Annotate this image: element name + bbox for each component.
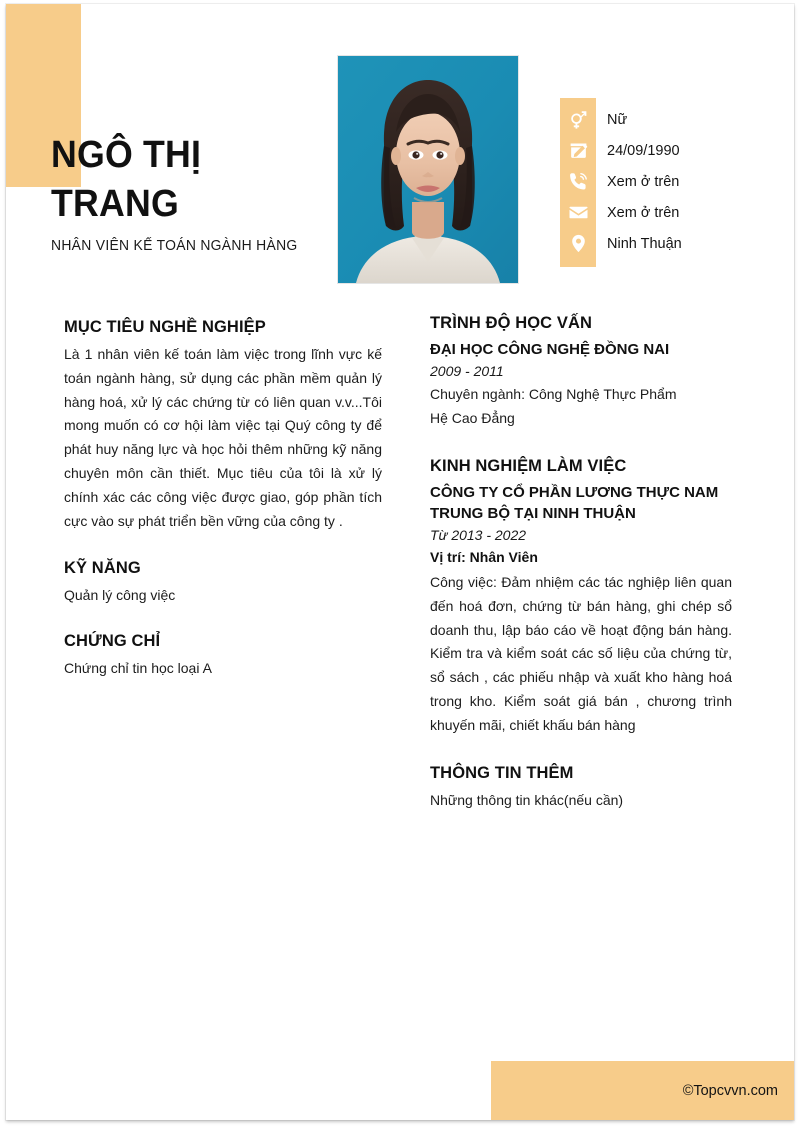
contact-block [560, 98, 682, 267]
objective-body: Là 1 nhân viên kế toán làm việc trong lĩnh vực kế toán ngành hàng, sử dụng các phần mềm quản lý hàng hoá, xử lý các chứng từ có liên quan v.v...Tôi mong muốn có cơ hội làm việc tại Quý công ty để phát huy năng lực và học hỏi thêm những kỹ năng chuyên môn cần thiết. Mục tiêu của tôi là xử lý chính xác các công việc được giao, góp phần tích cực vào sự phát triển bền vững của công ty . [64, 346, 382, 529]
left-column [64, 316, 382, 679]
education-major: Chuyên ngành: Công Nghệ Thực Phẩm [430, 386, 677, 402]
section-heading-education: TRÌNH ĐỘ HỌC VẤN [430, 314, 593, 332]
section-heading-experience: KINH NGHIỆM LÀM VIỆC [430, 457, 627, 475]
additional-body: Những thông tin khác(nếu cần) [430, 791, 624, 808]
contact-values [596, 98, 682, 267]
experience-description: Công việc: Đảm nhiệm các tác nghiệp liên quan đến hoá đơn, chứng từ bán hàng, ghi chép sổ doanh thu, lập báo cáo về hoạt động bán hàng. Kiểm tra và kiểm soát các số liệu của chứng từ, sổ sách , các phiếu nhập và xuất kho hàng hoá trong kho. Kiểm soát giá bán , chương trình khuyến mãi, chiết khấu bán hàng [430, 574, 732, 733]
education-school: ĐẠI HỌC CÔNG NGHỆ ĐỒNG NAI [430, 341, 670, 358]
candidate-photo [338, 56, 518, 283]
calendar-icon [560, 135, 596, 166]
certificate-item: Chứng chỉ tin học loại A [64, 660, 212, 677]
right-column [430, 312, 732, 811]
section-heading-skills: KỸ NĂNG [64, 559, 141, 578]
footer-watermark: ©Topcvvn.com [682, 1082, 778, 1099]
education-dates: 2009 - 2011 [430, 363, 504, 379]
candidate-name-block [51, 131, 351, 255]
envelope-icon [560, 197, 596, 228]
education-level: Hệ Cao Đẳng [430, 409, 515, 426]
contact-value-gender: Nữ [607, 111, 628, 128]
experience-position: Vị trí: Nhân Viên [430, 549, 538, 565]
contact-value-email: Xem ở trên [607, 204, 680, 221]
skill-item: Quản lý công việc [64, 587, 176, 604]
section-heading-certificates: CHỨNG CHỈ [64, 632, 161, 651]
experience-dates: Từ 2013 - 2022 [430, 527, 527, 543]
contact-value-birthdate: 24/09/1990 [607, 142, 680, 159]
contact-icon-strip [560, 98, 596, 267]
footer-bar [491, 1061, 794, 1120]
candidate-job-title: NHÂN VIÊN KẾ TOÁN NGÀNH HÀNG [51, 238, 298, 254]
section-heading-objective: MỤC TIÊU NGHỀ NGHIỆP [64, 318, 266, 336]
cv-page [6, 4, 794, 1120]
phone-icon [560, 166, 596, 197]
contact-value-location: Ninh Thuận [607, 235, 682, 252]
candidate-name-line-1: NGÔ THỊ [51, 134, 202, 176]
section-heading-additional: THÔNG TIN THÊM [430, 763, 574, 782]
experience-company-line-1: CÔNG TY CỔ PHẦN LƯƠNG THỰC NAM [430, 484, 719, 501]
experience-company-line-2: TRUNG BỘ TẠI NINH THUẬN [430, 505, 636, 522]
gender-icon [560, 104, 596, 135]
contact-value-phone: Xem ở trên [607, 173, 680, 190]
location-pin-icon [560, 228, 596, 259]
candidate-name-line-2: TRANG [51, 183, 179, 225]
